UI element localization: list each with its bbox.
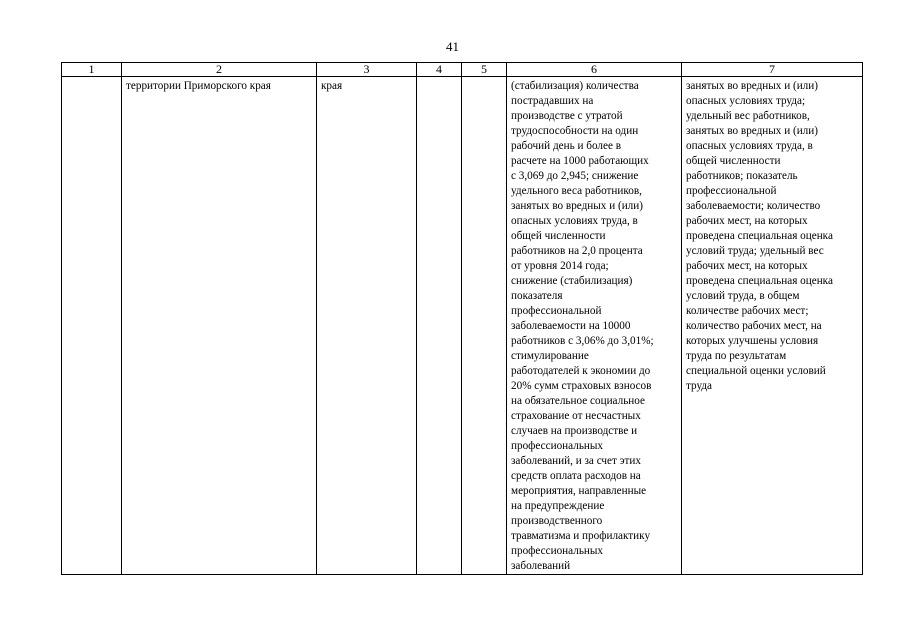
- col6-line: занятых во вредных и (или): [511, 200, 643, 212]
- col6-line: заболеваемости на 10000: [511, 320, 631, 332]
- col6-line: средств оплата расходов на: [511, 470, 641, 482]
- document-table: [61, 62, 863, 575]
- col7-line: удельный вес работников,: [686, 110, 810, 122]
- col7-line: количество рабочих мест, на: [686, 320, 822, 332]
- cell-col-6: [507, 77, 682, 575]
- col7-line: которых улучшены условия: [686, 335, 819, 347]
- col7-line: условий труда, в общем: [686, 290, 800, 302]
- col6-line: мероприятия, направленные: [511, 485, 647, 497]
- column-header-5: 5: [462, 63, 507, 77]
- col7-line: рабочих мест, на которых: [686, 215, 808, 227]
- column-header-1: 1: [62, 63, 122, 77]
- cell-col-1: [62, 77, 122, 575]
- col7-line: проведена специальная оценка: [686, 275, 833, 287]
- col6-line: производственного: [511, 515, 603, 527]
- cell-col-7-text: [682, 77, 862, 394]
- col7-line: труда по результатам: [686, 350, 787, 362]
- cell-col-5: [462, 77, 507, 575]
- col7-line: опасных условиях труда;: [686, 95, 806, 107]
- table-row: [62, 77, 863, 575]
- col7-line: работников; показатель: [686, 170, 798, 182]
- cell-col-2: [122, 77, 317, 575]
- col6-line: производстве с утратой: [511, 110, 623, 122]
- column-header-7: 7: [682, 63, 863, 77]
- col6-line: показателя: [511, 290, 563, 302]
- col6-line: профессиональных: [511, 545, 604, 557]
- column-header-3: 3: [317, 63, 417, 77]
- col7-line: количестве рабочих мест;: [686, 305, 809, 317]
- cell-col-1-text: [62, 77, 121, 79]
- page-number: 41: [446, 39, 459, 54]
- cell-col-3: [317, 77, 417, 575]
- col7-line: занятых во вредных и (или): [686, 125, 818, 137]
- cell-col-5-text: [462, 77, 506, 79]
- col6-line: стимулирование: [511, 350, 589, 362]
- column-header-6: 6: [507, 63, 682, 77]
- col7-line: профессиональной: [686, 185, 777, 197]
- col6-line: от уровня 2014 года;: [511, 260, 609, 272]
- col6-line: расчете на 1000 работающих: [511, 155, 649, 167]
- col6-line: работодателей к экономии до: [511, 365, 651, 377]
- col6-line: работников на 2,0 процента: [511, 245, 643, 257]
- header-row: [62, 63, 863, 77]
- col6-line: случаев на производстве и: [511, 425, 638, 437]
- cell-col-3-text: края: [321, 80, 343, 92]
- col7-line: специальной оценки условий: [686, 365, 826, 377]
- col6-line: трудоспособности на один: [511, 125, 639, 137]
- col6-line: общей численности: [511, 230, 606, 242]
- col6-line: опасных условиях труда, в: [511, 215, 638, 227]
- col7-line: проведена специальная оценка: [686, 230, 833, 242]
- col6-line: работников с 3,06% до 3,01%;: [511, 335, 654, 347]
- col6-line: пострадавших на: [511, 95, 594, 107]
- cell-col-4: [417, 77, 462, 575]
- col6-line: с 3,069 до 2,945; снижение: [511, 170, 639, 182]
- column-header-4: 4: [417, 63, 462, 77]
- col6-line: снижение (стабилизация): [511, 275, 633, 287]
- col7-line: условий труда; удельный вес: [686, 245, 824, 257]
- col6-line: удельного веса работников,: [511, 185, 642, 197]
- col6-line: 20% сумм страховых взносов: [511, 380, 652, 392]
- cell-col-7: [682, 77, 863, 575]
- col6-line: заболеваний, и за счет этих: [511, 455, 641, 467]
- col7-line: труда: [686, 380, 713, 392]
- col6-line: на обязательное социальное: [511, 395, 645, 407]
- cell-col-2-text: территории Приморского края: [126, 80, 271, 92]
- col6-line: профессиональных: [511, 440, 604, 452]
- col6-line: страхование от несчастных: [511, 410, 641, 422]
- col7-line: заболеваемости; количество: [686, 200, 821, 212]
- col7-line: рабочих мест, на которых: [686, 260, 808, 272]
- col6-line: (стабилизация) количества: [511, 80, 639, 92]
- col7-line: опасных условиях труда, в: [686, 140, 813, 152]
- cell-col-4-text: [417, 77, 461, 79]
- col6-line: травматизма и профилактику: [511, 530, 651, 542]
- col6-line: профессиональной: [511, 305, 602, 317]
- column-header-2: 2: [122, 63, 317, 77]
- col6-line: заболеваний: [511, 560, 571, 572]
- col7-line: общей численности: [686, 155, 781, 167]
- cell-col-6-text: [507, 77, 681, 574]
- col7-line: занятых во вредных и (или): [686, 80, 818, 92]
- col6-line: на предупреждение: [511, 500, 605, 512]
- col6-line: рабочий день и более в: [511, 140, 622, 152]
